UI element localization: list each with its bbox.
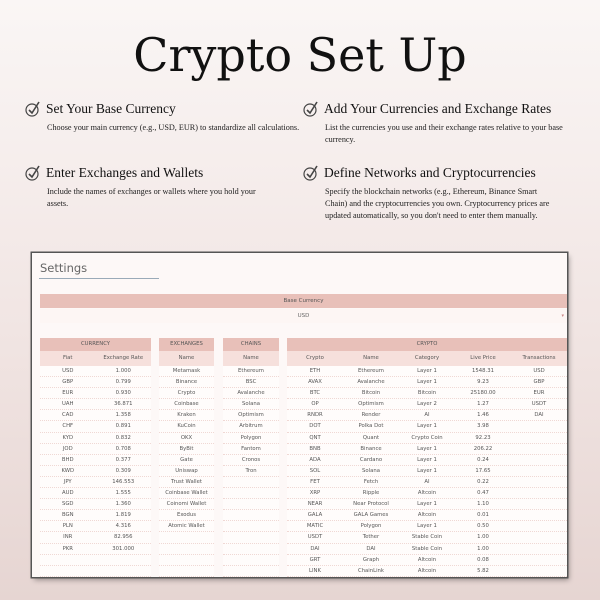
- table-row: [159, 410, 214, 421]
- table-cell[interactable]: Layer 1: [417, 379, 437, 386]
- table-cell[interactable]: [159, 555, 214, 565]
- table-row: [287, 510, 567, 521]
- table-cell[interactable]: [223, 566, 279, 576]
- table-cell[interactable]: AI: [424, 478, 430, 485]
- table-cell[interactable]: Layer 1: [417, 445, 437, 452]
- table-row: [223, 521, 279, 532]
- currency-table-title: CURRENCY: [40, 338, 151, 351]
- settings-title: Settings: [40, 261, 88, 275]
- table-cell[interactable]: Coinbase Wallet: [165, 490, 208, 497]
- table-cell[interactable]: [511, 444, 567, 454]
- base-currency-label: Base Currency: [40, 294, 567, 308]
- table-row: [40, 477, 151, 488]
- table-cell[interactable]: Gate: [180, 456, 193, 463]
- table-cell[interactable]: Ethereum: [358, 368, 384, 374]
- table-cell[interactable]: 301.000: [112, 545, 135, 552]
- table-cell[interactable]: AUD: [61, 490, 74, 497]
- table-cell[interactable]: Layer 2: [417, 401, 437, 408]
- table-row: [223, 488, 279, 499]
- table-row: [287, 421, 567, 432]
- table-cell[interactable]: AVAX: [308, 379, 322, 386]
- table-cell[interactable]: 0.24: [477, 456, 489, 463]
- table-cell[interactable]: 146.553: [112, 478, 135, 485]
- table-cell[interactable]: USDT: [531, 401, 547, 408]
- table-cell[interactable]: BGN: [61, 512, 74, 519]
- table-cell[interactable]: 0.08: [477, 556, 489, 563]
- chains-table-title: CHAINS: [223, 338, 279, 351]
- table-cell[interactable]: DAI: [534, 412, 544, 419]
- table-cell[interactable]: BNB: [309, 445, 321, 452]
- exchanges-column-headers: [159, 351, 214, 366]
- table-row: [40, 566, 151, 577]
- crypto-table: [287, 338, 567, 577]
- table-row: [159, 366, 214, 377]
- table-row: [223, 566, 279, 577]
- table-cell[interactable]: 3.98: [477, 423, 489, 430]
- table-cell[interactable]: Stable Coin: [411, 534, 443, 541]
- table-row: [40, 433, 151, 444]
- table-cell[interactable]: 1.360: [115, 501, 131, 508]
- table-cell[interactable]: ETH: [309, 368, 321, 374]
- table-cell[interactable]: SGD: [61, 501, 74, 508]
- chains-column-headers: [223, 351, 279, 366]
- table-cell[interactable]: Fetch: [363, 478, 379, 485]
- table-row: [223, 477, 279, 488]
- table-cell[interactable]: Metamask: [172, 368, 201, 374]
- table-cell[interactable]: EUR: [533, 390, 545, 397]
- table-row: [223, 499, 279, 510]
- step-networks: [303, 165, 573, 222]
- title-underline: [39, 278, 159, 279]
- table-row: [159, 544, 214, 555]
- table-cell[interactable]: DAI: [310, 545, 320, 552]
- table-row: [287, 466, 567, 477]
- table-cell[interactable]: BTC: [309, 390, 321, 397]
- table-row: [223, 455, 279, 466]
- table-row: [287, 544, 567, 555]
- table-cell[interactable]: [511, 499, 567, 509]
- table-cell[interactable]: Coinomi Wallet: [166, 501, 207, 508]
- table-cell[interactable]: UAH: [62, 401, 74, 408]
- table-cell[interactable]: EUR: [62, 390, 74, 397]
- base-currency-select[interactable]: [40, 309, 567, 323]
- exchanges-table-title: EXCHANGES: [159, 338, 214, 351]
- table-cell[interactable]: [223, 510, 279, 520]
- table-row: [40, 466, 151, 477]
- table-cell[interactable]: CHF: [62, 423, 74, 430]
- table-cell[interactable]: 0.22: [477, 478, 489, 485]
- table-cell[interactable]: SOL: [309, 467, 321, 474]
- table-row: [159, 499, 214, 510]
- table-cell[interactable]: [511, 532, 567, 542]
- chains-table: [223, 338, 279, 577]
- table-cell[interactable]: Altcoin: [417, 490, 437, 497]
- table-cell[interactable]: PKR: [62, 545, 73, 552]
- page-title: Crypto Set Up: [133, 28, 467, 82]
- table-cell[interactable]: 0.50: [477, 523, 489, 530]
- table-row: [287, 433, 567, 444]
- table-cell[interactable]: 0.832: [115, 434, 131, 441]
- table-cell[interactable]: [96, 566, 152, 576]
- table-row: [40, 532, 151, 543]
- column-header: Name: [243, 355, 259, 361]
- table-cell[interactable]: [511, 433, 567, 443]
- table-cell[interactable]: Ethereum: [238, 368, 264, 374]
- table-cell[interactable]: Cardano: [359, 456, 383, 463]
- table-row: [40, 455, 151, 466]
- table-cell[interactable]: KWD: [61, 467, 75, 474]
- table-cell[interactable]: Tether: [362, 534, 380, 541]
- table-cell[interactable]: [223, 499, 279, 509]
- table-cell[interactable]: 1.27: [477, 401, 489, 408]
- table-row: [40, 444, 151, 455]
- table-row: [40, 510, 151, 521]
- table-cell[interactable]: Solana: [242, 401, 260, 408]
- table-row: [159, 455, 214, 466]
- table-row: [287, 377, 567, 388]
- table-cell[interactable]: 0.377: [115, 456, 131, 463]
- table-row: [287, 477, 567, 488]
- table-cell[interactable]: 1.46: [477, 412, 489, 419]
- table-row: [159, 388, 214, 399]
- column-header: Name: [363, 355, 379, 361]
- column-header: Exchange Rate: [103, 355, 144, 361]
- table-cell[interactable]: Solana: [362, 467, 380, 474]
- table-cell[interactable]: Avalanche: [357, 379, 385, 386]
- table-cell[interactable]: Quant: [362, 434, 380, 441]
- table-cell[interactable]: 25180.00: [470, 390, 496, 397]
- table-cell[interactable]: [40, 555, 96, 565]
- step-text: Include the names of exchanges or wallets where you hold your assets.: [47, 187, 256, 208]
- table-row: [223, 377, 279, 388]
- column-header: Transactions: [522, 355, 556, 361]
- table-cell[interactable]: Bitcoin: [417, 390, 437, 397]
- table-row: [223, 555, 279, 566]
- table-row: [159, 377, 214, 388]
- table-row: [223, 366, 279, 377]
- table-cell[interactable]: [511, 455, 567, 465]
- table-cell[interactable]: Ripple: [362, 490, 380, 497]
- table-row: [223, 399, 279, 410]
- table-row: [40, 555, 151, 566]
- table-row: [40, 499, 151, 510]
- table-cell[interactable]: [223, 532, 279, 542]
- table-cell[interactable]: 206.22: [473, 445, 493, 452]
- column-header: Crypto: [306, 355, 324, 361]
- table-row: [287, 455, 567, 466]
- table-cell[interactable]: [223, 555, 279, 565]
- table-cell[interactable]: Fantom: [241, 445, 261, 452]
- table-cell[interactable]: Altcoin: [417, 556, 437, 563]
- table-row: [159, 555, 214, 566]
- table-cell[interactable]: Bitcoin: [361, 390, 381, 397]
- table-row: [40, 388, 151, 399]
- step-currencies: [303, 101, 573, 146]
- crypto-column-headers: [287, 351, 567, 366]
- table-row: [159, 488, 214, 499]
- table-cell[interactable]: BSC: [245, 379, 257, 386]
- step-base-currency: [25, 101, 300, 134]
- table-cell[interactable]: 0.309: [115, 467, 131, 474]
- dropdown-arrow-icon: ▾: [561, 313, 564, 319]
- table-cell[interactable]: JPY: [63, 478, 72, 485]
- table-cell[interactable]: Optimism: [358, 401, 384, 408]
- table-row: [287, 366, 567, 377]
- step-exchanges: [25, 165, 285, 210]
- table-row: [159, 399, 214, 410]
- table-cell[interactable]: DAI: [366, 545, 376, 552]
- table-row: [223, 466, 279, 477]
- table-cell[interactable]: [223, 521, 279, 531]
- table-cell[interactable]: OP: [311, 401, 319, 408]
- table-row: [159, 444, 214, 455]
- table-cell[interactable]: 5.82: [477, 567, 489, 574]
- table-cell[interactable]: 0.01: [477, 512, 489, 519]
- base-currency-value: USD: [297, 313, 310, 319]
- table-cell[interactable]: Polka Dot: [358, 423, 384, 430]
- table-cell[interactable]: 1.10: [477, 501, 489, 508]
- table-cell[interactable]: [511, 488, 567, 498]
- table-row: [223, 410, 279, 421]
- table-cell[interactable]: JOD: [62, 445, 73, 452]
- table-row: [159, 421, 214, 432]
- table-cell[interactable]: [223, 477, 279, 487]
- table-row: [287, 488, 567, 499]
- table-cell[interactable]: 9.23: [477, 379, 489, 386]
- table-cell[interactable]: ByBit: [179, 445, 194, 452]
- table-row: [223, 544, 279, 555]
- column-header: Name: [178, 355, 195, 361]
- settings-window: [32, 253, 567, 577]
- step-heading: Define Networks and Cryptocurrencies: [324, 165, 536, 180]
- table-cell[interactable]: Polygon: [240, 434, 262, 441]
- table-cell[interactable]: KuCoin: [177, 423, 196, 430]
- table-cell[interactable]: MATIC: [306, 523, 324, 530]
- table-cell[interactable]: [511, 421, 567, 431]
- table-cell[interactable]: PLN: [62, 523, 73, 530]
- exchanges-table: [159, 338, 214, 577]
- table-row: [40, 544, 151, 555]
- table-row: [287, 399, 567, 410]
- table-cell[interactable]: Exodus: [176, 512, 197, 519]
- table-row: [223, 532, 279, 543]
- table-row: [287, 555, 567, 566]
- table-cell[interactable]: [223, 488, 279, 498]
- table-cell[interactable]: 1.555: [115, 490, 131, 497]
- table-cell[interactable]: Layer 1: [417, 501, 437, 508]
- table-cell[interactable]: 0.799: [115, 379, 131, 386]
- step-heading: Enter Exchanges and Wallets: [46, 165, 204, 180]
- table-row: [287, 499, 567, 510]
- table-row: [223, 510, 279, 521]
- table-cell[interactable]: Graph: [362, 556, 380, 563]
- table-cell[interactable]: XRP: [309, 490, 321, 497]
- table-cell[interactable]: GALA: [307, 512, 323, 519]
- table-cell[interactable]: Kraken: [177, 412, 196, 419]
- table-cell[interactable]: [40, 566, 96, 576]
- table-cell[interactable]: GALA Games: [353, 512, 389, 519]
- table-cell[interactable]: 1.00: [477, 534, 489, 541]
- table-cell[interactable]: KYD: [62, 434, 74, 441]
- table-cell[interactable]: Altcoin: [417, 512, 437, 519]
- step-heading: Set Your Base Currency: [46, 101, 176, 116]
- table-cell[interactable]: 1.819: [115, 512, 131, 519]
- checkmark-icon: [25, 165, 41, 181]
- table-row: [287, 532, 567, 543]
- table-cell[interactable]: Layer 1: [417, 368, 437, 374]
- table-cell[interactable]: 1.358: [115, 412, 131, 419]
- table-cell[interactable]: Binance: [360, 445, 382, 452]
- table-cell[interactable]: Altcoin: [417, 567, 437, 574]
- step-heading: Add Your Currencies and Exchange Rates: [324, 101, 552, 116]
- table-cell[interactable]: [511, 566, 567, 576]
- table-cell[interactable]: Atomic Wallet: [168, 523, 205, 530]
- table-cell[interactable]: [159, 532, 214, 542]
- table-row: [159, 532, 214, 543]
- table-row: [287, 388, 567, 399]
- table-row: [159, 566, 214, 577]
- table-cell[interactable]: Avalanche: [237, 390, 265, 397]
- table-cell[interactable]: 0.47: [477, 490, 489, 497]
- currency-table: [40, 338, 151, 577]
- step-text: Specify the blockchain networks (e.g., Ethereum, Binance Smart Chain) and the cryptocurrencies you own. Cryptocurrency prices are updated automatically, so you don't need to enter them manually.: [325, 187, 550, 220]
- table-row: [40, 421, 151, 432]
- table-cell[interactable]: 0.891: [115, 423, 131, 430]
- table-cell[interactable]: 1548.31: [472, 368, 494, 374]
- table-cell[interactable]: 0.708: [115, 445, 131, 452]
- table-row: [159, 510, 214, 521]
- table-cell[interactable]: [511, 544, 567, 554]
- table-cell[interactable]: Trust Wallet: [171, 478, 202, 485]
- table-row: [287, 410, 567, 421]
- currency-column-headers: [40, 351, 151, 366]
- table-cell[interactable]: 36.871: [113, 401, 133, 408]
- table-cell[interactable]: FET: [310, 478, 320, 485]
- table-cell[interactable]: Crypto Coin: [411, 434, 443, 441]
- table-cell[interactable]: Tron: [245, 467, 257, 474]
- table-cell[interactable]: Layer 1: [417, 467, 437, 474]
- table-cell[interactable]: Layer 1: [417, 423, 437, 430]
- table-row: [40, 410, 151, 421]
- table-row: [40, 488, 151, 499]
- table-row: [287, 521, 567, 532]
- table-cell[interactable]: Layer 1: [417, 456, 437, 463]
- table-cell[interactable]: Arbitrum: [239, 423, 263, 430]
- step-text: Choose your main currency (e.g., USD, EUR) to standardize all calculations.: [47, 123, 300, 132]
- table-cell[interactable]: LINK: [309, 567, 321, 574]
- column-header: Live Price: [470, 355, 496, 361]
- table-row: [159, 521, 214, 532]
- table-cell[interactable]: GRT: [309, 556, 321, 563]
- table-row: [287, 566, 567, 577]
- step-text: List the currencies you use and their exchange rates relative to your base currency.: [325, 123, 563, 144]
- table-cell[interactable]: [511, 510, 567, 520]
- table-cell[interactable]: INR: [63, 534, 73, 541]
- checkmark-icon: [303, 101, 319, 117]
- table-cell[interactable]: ADA: [309, 456, 321, 463]
- table-cell[interactable]: [511, 521, 567, 531]
- table-row: [287, 444, 567, 455]
- table-row: [40, 521, 151, 532]
- column-header: Category: [414, 355, 440, 361]
- table-cell[interactable]: [223, 544, 279, 554]
- table-cell[interactable]: Coinbase: [174, 401, 199, 408]
- table-cell[interactable]: OKX: [180, 434, 193, 441]
- table-cell[interactable]: Uniswap: [175, 467, 198, 474]
- table-cell[interactable]: AI: [424, 412, 430, 419]
- table-cell[interactable]: RNDR: [307, 412, 323, 419]
- table-cell[interactable]: USDT: [307, 534, 323, 541]
- table-cell[interactable]: 0.930: [115, 390, 131, 397]
- table-cell[interactable]: CAD: [62, 412, 74, 419]
- table-row: [223, 388, 279, 399]
- table-cell[interactable]: Cronos: [241, 456, 261, 463]
- table-cell[interactable]: Binance: [175, 379, 198, 386]
- table-cell[interactable]: [159, 544, 214, 554]
- table-cell[interactable]: [511, 477, 567, 487]
- table-cell[interactable]: QNT: [309, 434, 321, 441]
- table-cell[interactable]: 17.65: [475, 467, 491, 474]
- table-cell[interactable]: Stable Coin: [411, 545, 443, 552]
- table-row: [40, 366, 151, 377]
- table-cell[interactable]: GBP: [62, 379, 74, 386]
- table-row: [159, 466, 214, 477]
- table-cell[interactable]: [96, 555, 152, 565]
- table-cell[interactable]: 1.00: [477, 545, 489, 552]
- table-row: [159, 433, 214, 444]
- table-cell[interactable]: ChainLink: [358, 567, 384, 574]
- table-cell[interactable]: Polygon: [360, 523, 382, 530]
- table-cell[interactable]: [511, 555, 567, 565]
- table-cell[interactable]: Optimism: [238, 412, 264, 419]
- table-cell[interactable]: NEAR: [307, 501, 323, 508]
- table-row: [40, 377, 151, 388]
- table-row: [223, 421, 279, 432]
- table-cell[interactable]: 1.000: [115, 368, 131, 374]
- table-cell[interactable]: DOT: [309, 423, 321, 430]
- table-row: [159, 477, 214, 488]
- table-cell[interactable]: BHD: [61, 456, 74, 463]
- checkmark-icon: [25, 101, 41, 117]
- table-cell[interactable]: Near Protocol: [353, 501, 389, 508]
- table-cell[interactable]: USD: [62, 368, 74, 374]
- table-row: [223, 444, 279, 455]
- table-cell[interactable]: [159, 566, 214, 576]
- table-cell[interactable]: GBP: [533, 379, 545, 386]
- checkmark-icon: [303, 165, 319, 181]
- table-cell[interactable]: 92.23: [475, 434, 491, 441]
- table-cell[interactable]: USD: [533, 368, 545, 374]
- table-cell[interactable]: Layer 1: [417, 523, 437, 530]
- table-cell[interactable]: 82.956: [113, 534, 133, 541]
- table-row: [223, 433, 279, 444]
- column-header: Fiat: [63, 355, 73, 361]
- table-row: [40, 399, 151, 410]
- table-cell[interactable]: [511, 466, 567, 476]
- crypto-table-title: CRYPTO: [287, 338, 567, 351]
- table-cell[interactable]: Crypto: [177, 390, 196, 397]
- table-cell[interactable]: Render: [361, 412, 381, 419]
- table-cell[interactable]: 4.316: [115, 523, 131, 530]
